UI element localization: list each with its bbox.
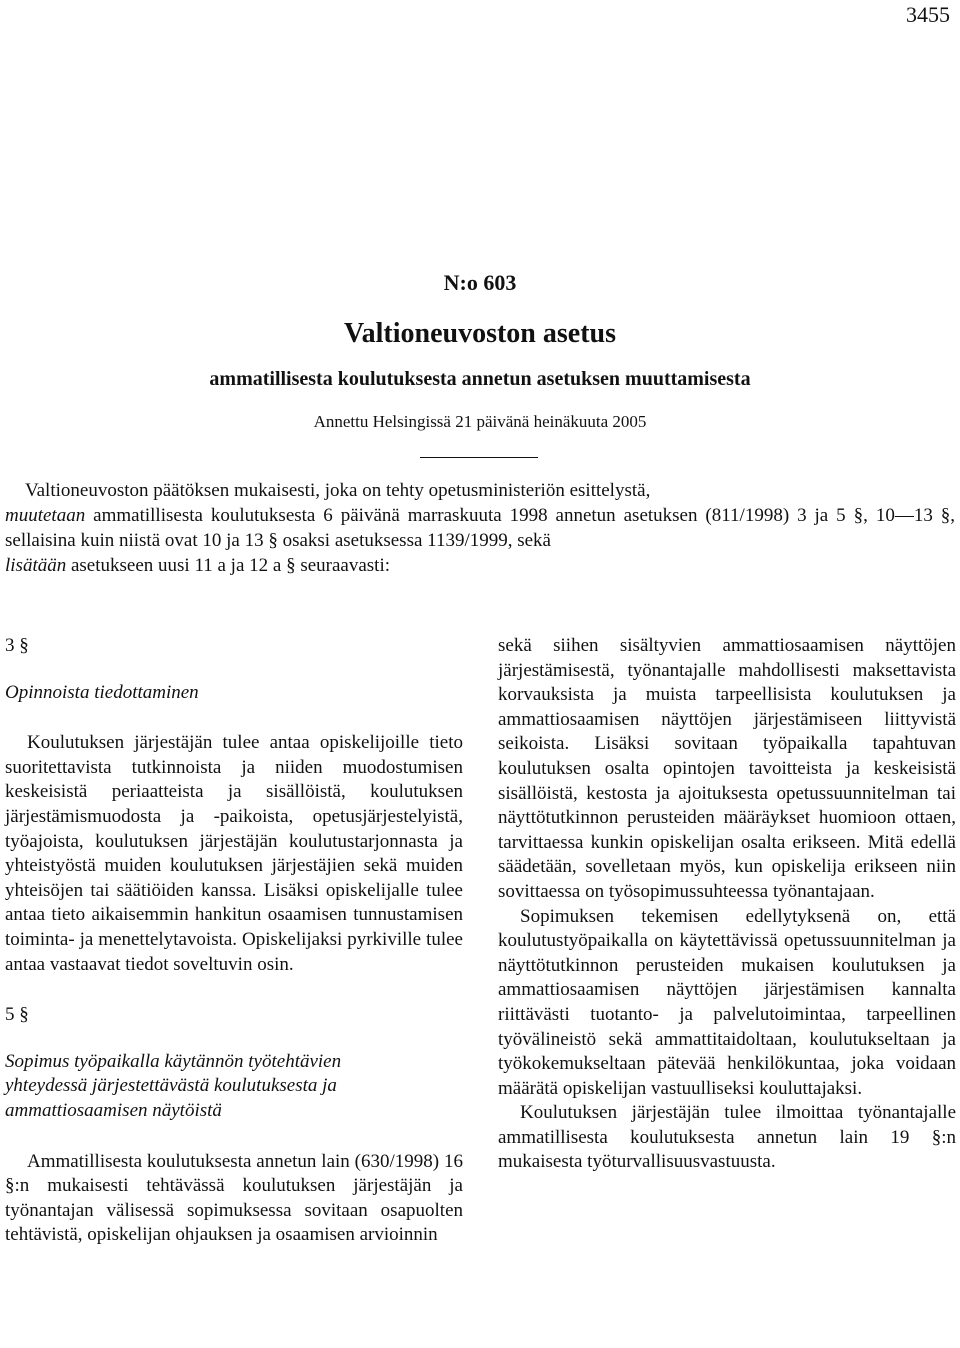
amend-keyword: muutetaan — [5, 505, 86, 526]
section-5-paragraph-1-start: Ammatillisesta koulutuksesta annetun lain (630/1998) 16 §:n mukaisesti tehtävässä koulutuksen järjestäjän ja työnantajan välisessä sopimuksessa sovitaan osapuolten tehtävistä, opiskelijan ohjauksen ja osaamisen arvioinnin — [5, 1150, 463, 1246]
preamble-amend — [5, 503, 955, 553]
statute-number: N:o 603 — [443, 270, 517, 295]
amend-text: ammatillisesta koulutuksesta 6 päivänä marraskuuta 1998 annetun asetuksen (811/1998) 3 ja 5 §, 10—13 §, sellaisina kuin niistä ovat 10 ja 13 § osaksi asetuksessa 1139/1999, sekä — [5, 505, 956, 551]
section-5-paragraph-2: Sopimuksen tekemisen edellytyksenä on, että koulutustyöpaikalla on käytettävissä opetussuunnitelman ja näyttötutkinnon perusteiden mukaisen koulutuksen ja ammattiosaamisen näyttöjen järjestämisen kannalta riittävästi tuotanto- ja palvelutoimintaa, tarpeellinen työvälineistö sekä ammattitaidoltaan, koulutukseltaan ja työkokemukseltaan pätevää henkilökuntaa, joka voidaan määrätä opiskelijan vastuulliseksi kouluttajaksi. — [498, 905, 956, 1099]
section-5-number: 5 § — [5, 1004, 29, 1026]
right-column — [498, 634, 956, 1175]
section-5-title-line-2: yhteydessä järjestettävästä koulutuksesta ja — [5, 1075, 337, 1097]
document-title: Valtioneuvoston asetus — [343, 318, 616, 349]
section-5-paragraph-3: Koulutuksen järjestäjän tulee ilmoittaa työnantajalle ammatillisesta koulutuksesta annetun lain 19 §:n mukaisesta työturvallisuusvastuusta. — [498, 1102, 956, 1173]
preamble-add — [5, 553, 955, 578]
preamble-intro: Valtioneuvoston päätöksen mukaisesti, joka on tehty opetusministeriön esittelystä, — [25, 480, 651, 501]
section-3-body: Koulutuksen järjestäjän tulee antaa opiskelijoille tieto suoritettavista tutkinnoista ja niiden muodostumisen keskeisistä periaatteista ja sisällöistä, koulutuksen järjestämismuodosta ja -paikoista, opetusjärjestelyistä, työajoista, koulutuksen järjestäjän koulutustarjonnasta ja yhteistyöstä muiden koulutuksen järjestäjien sekä muiden yhteisöjen tai säätiöiden kanssa. Lisäksi opiskelijalle tulee antaa tieto aikaisemmin hankitun osaamisen tunnustamisen toiminta- ja menettelytavoista. Opiskelijaksi pyrkiville tulee antaa vastaavat tiedot soveltuvin osin. — [5, 732, 463, 975]
section-5-paragraph-1-end: sekä siihen sisältyvien ammattiosaamisen näyttöjen järjestämisestä, työnantajalle mahdollisesti maksettavista korvauksista ja muista tarpeellisista koulutuksen ja ammattiosaamisen näyttöjen järjestämiseen liittyvistä seikoista. Lisäksi sovitaan työpaikalla tapahtuvan koulutuksen osalta opintojen tavoitteista ja keskeisistä sisällöistä, kestosta ja ajoituksesta opetussuunnitelman tai näyttötutkinnon perusteiden määräykset huomioon ottaen, tarvittaessa kunkin opiskelijan osalta erikseen. Mitä edellä säädetään, sovelletaan myös, kun opiskelija erikseen niin sovittaessa on työsopimussuhteessa työnantajaan. — [498, 635, 956, 902]
page-number: 3455 — [906, 2, 950, 27]
section-5-title-line-1: Sopimus työpaikalla käytännön työtehtävien — [5, 1050, 342, 1072]
section-5-title-line-3: ammattiosaamisen näytöistä — [5, 1099, 222, 1121]
preamble — [5, 478, 955, 578]
section-3-number: 3 § — [5, 635, 29, 656]
add-text: asetukseen uusi 11 a ja 12 a § seuraavasti: — [70, 555, 391, 576]
left-column — [5, 634, 463, 1248]
given-date-line: Annettu Helsingissä 21 päivänä heinäkuuta 2005 — [313, 412, 647, 431]
title-divider — [420, 457, 538, 458]
document-subtitle: ammatillisesta koulutuksesta annetun asetuksen muuttamisesta — [209, 368, 751, 390]
add-keyword: lisätään — [5, 555, 67, 576]
section-3-title: Opinnoista tiedottaminen — [5, 681, 199, 703]
